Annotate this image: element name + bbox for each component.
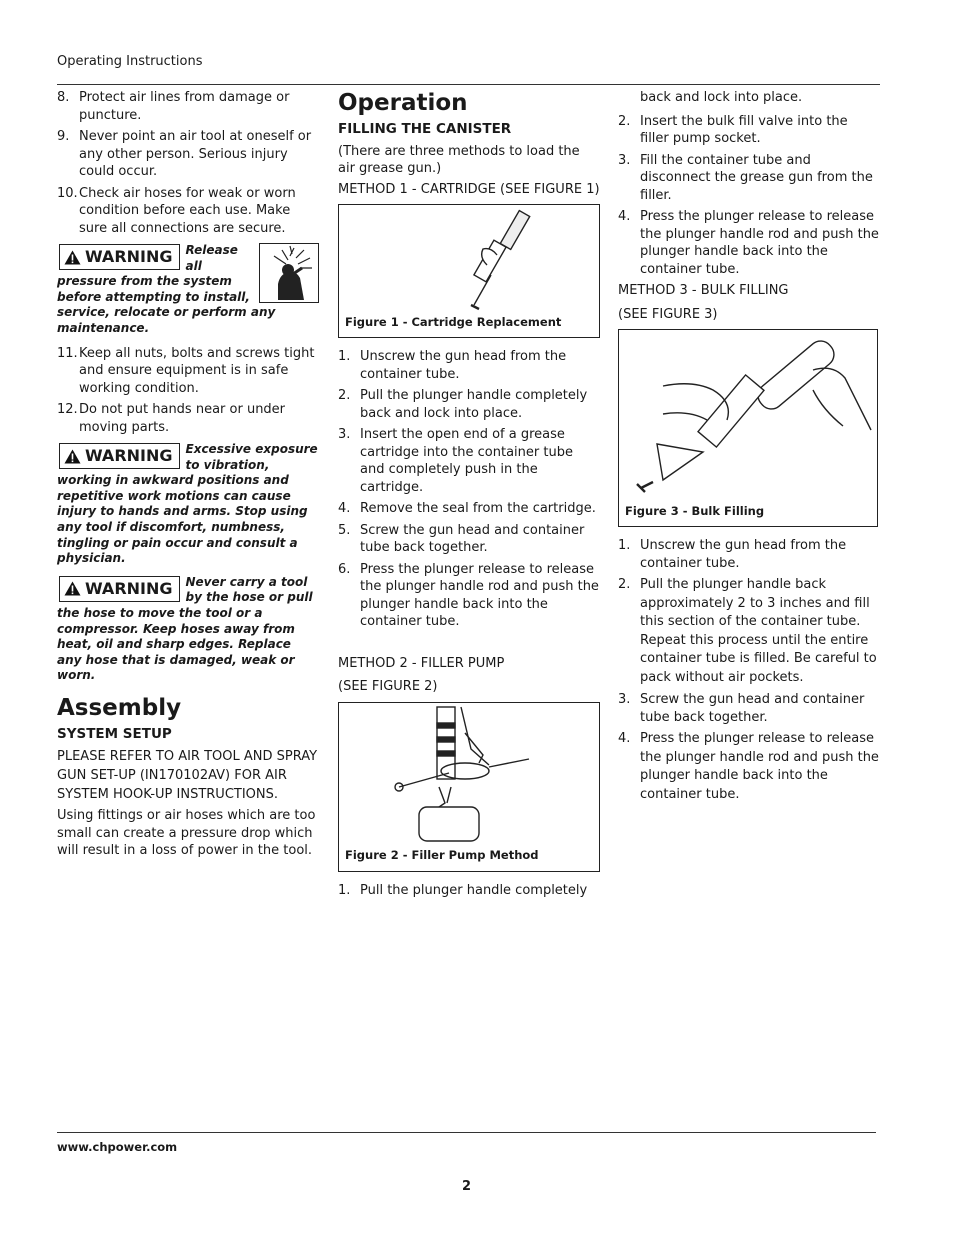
warning-text: Release all pressure from the system before attempting to install, service, relocate or perform any maintenance.	[57, 243, 276, 335]
page-header: Operating Instructions	[57, 54, 203, 69]
warning-badge: WARNING	[59, 244, 180, 270]
figure-1-caption: Figure 1 - Cartridge Replacement	[345, 314, 562, 329]
continued-text: back and lock into place.	[640, 90, 803, 105]
method-3-steps	[618, 537, 880, 804]
system-setup-paragraph: Using fittings or air hoses which are too small can create a pressure drop which will result in a loss of power in the tool.	[57, 808, 316, 859]
list-item: 11. Keep all nuts, bolts and screws tight and ensure equipment is in safe working condition.	[57, 345, 315, 396]
warning-triangle-icon	[64, 581, 81, 596]
method-1-label: METHOD 1 - CARTRIDGE (SEE FIGURE 1)	[338, 181, 600, 197]
warning-triangle-icon	[64, 250, 81, 265]
list-item: 6. Press the plunger release to release the plunger handle rod and push the plunger handle back into the container tube.	[338, 561, 599, 629]
website-link[interactable]: www.chpower.com	[57, 1140, 178, 1154]
column-1	[57, 89, 319, 863]
cartridge-illustration	[379, 205, 559, 313]
method-2-label: METHOD 2 - FILLER PUMP	[338, 655, 505, 671]
header-rule	[57, 84, 880, 85]
list-item: 3. Fill the container tube and disconnect the grease gun from the filler.	[618, 152, 873, 203]
system-setup-heading: SYSTEM SETUP	[57, 725, 172, 742]
list-item: 4. Press the plunger release to release the plunger handle rod and push the plunger handle back into the container tube.	[618, 209, 879, 277]
warning-badge: WARNING	[59, 443, 180, 469]
filling-canister-heading: FILLING THE CANISTER	[338, 121, 512, 137]
figure-1	[338, 204, 600, 338]
list-item: 4. Remove the seal from the cartridge.	[338, 501, 596, 516]
system-setup-paragraph: PLEASE REFER TO AIR TOOL AND SPRAY GUN SET-UP (IN170102AV) FOR AIR SYSTEM HOOK-UP INSTRUCTIONS.	[57, 749, 318, 803]
list-item: 2. Insert the bulk fill valve into the filler pump socket.	[618, 113, 848, 146]
list-item: 4. Press the plunger release to release the plunger handle rod and push the plunger handle back into the container tube.	[618, 731, 879, 802]
method-2-ref: (SEE FIGURE 2)	[338, 679, 438, 694]
list-item: 12. Do not put hands near or under moving parts.	[57, 402, 286, 435]
method-1-steps	[338, 348, 600, 631]
method-2-steps	[618, 113, 880, 279]
warning-text: Never carry a tool by the hose or pull the hose to move the tool or a compressor. Keep hoses away from heat, oil and sharp edges. Replace any hose that is damaged, weak or worn.	[57, 574, 313, 683]
method-3-label: METHOD 3 - BULK FILLING	[618, 283, 789, 298]
column-2	[338, 89, 600, 903]
list-item: 10. Check air hoses for weak or worn condition before each use. Make sure all connections are secure.	[57, 185, 296, 236]
intro-paragraph: (There are three methods to load the air grease gun.)	[338, 143, 580, 176]
warning-block-2	[57, 442, 319, 567]
operation-heading: Operation	[338, 90, 468, 116]
bulk-filling-illustration	[623, 330, 873, 502]
list-item: 1. Unscrew the gun head from the container tube.	[338, 349, 567, 382]
figure-2	[338, 702, 600, 872]
list-item: 5. Screw the gun head and container tube back together.	[338, 522, 585, 555]
method-3-ref: (SEE FIGURE 3)	[618, 306, 718, 322]
list-item: 1. Pull the plunger handle completely	[338, 882, 588, 898]
warning-text: Excessive exposure to vibration, working in awkward positions and repetitive work motions can cause injury to hands and arms. Stop using any tool if discomfort, numbness, tingling or pain occur and consult a physician.	[57, 442, 318, 566]
footer-rule	[57, 1132, 876, 1133]
list-item: 1. Unscrew the gun head from the container tube.	[618, 538, 847, 571]
safety-list-b	[57, 345, 319, 437]
method-2-steps-start	[338, 882, 600, 900]
assembly-heading: Assembly	[57, 694, 182, 721]
filler-pump-illustration	[379, 703, 559, 843]
figure-3	[618, 329, 878, 527]
figure-2-caption: Figure 2 - Filler Pump Method	[345, 848, 539, 862]
pressure-release-illustration	[259, 243, 319, 303]
list-item: 9. Never point an air tool at oneself or any other person. Serious injury could occur.	[57, 129, 312, 179]
warning-triangle-icon	[64, 449, 81, 464]
warning-block-3	[57, 575, 319, 684]
list-item: 2. Pull the plunger handle back approximately 2 to 3 inches and fill this section of the container tube. Repeat this process until the entire container tube is filled. Be careful to pack without air pockets.	[618, 577, 877, 685]
figure-3-caption: Figure 3 - Bulk Filling	[625, 503, 765, 518]
warning-badge: WARNING	[59, 576, 180, 602]
list-item: 8. Protect air lines from damage or puncture.	[57, 90, 290, 123]
list-item: 2. Pull the plunger handle completely back and lock into place.	[338, 388, 588, 421]
page-number: 2	[462, 1179, 472, 1194]
list-item: 3. Insert the open end of a grease cartridge into the container tube and completely push in the cartridge.	[338, 427, 573, 495]
safety-list-a	[57, 89, 319, 237]
column-3	[618, 89, 880, 808]
warning-block-1	[57, 243, 319, 337]
list-item: 3. Screw the gun head and container tube back together.	[618, 692, 865, 725]
